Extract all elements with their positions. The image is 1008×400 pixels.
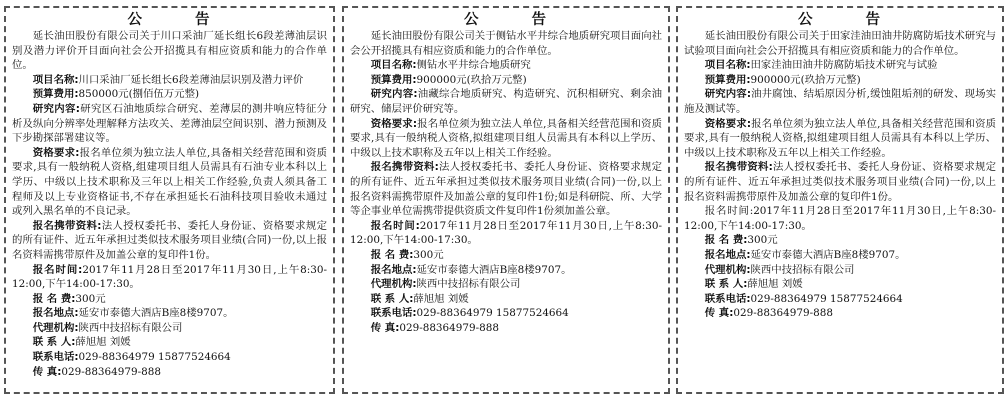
- qualification-label: 资格要求:: [704, 117, 751, 130]
- research-value: 研究区石油地质综合研究、差薄层的测井响应特征分析及纵向分辨率处理解释方法攻关、差薄油层空间识别、潜力预测及下步勘探部署建议等。: [12, 102, 327, 145]
- contact-label: 联 系 人:: [370, 292, 414, 305]
- documents-label: 报名携带资料:: [32, 219, 102, 232]
- phone-row: [12, 350, 327, 365]
- budget-label: 预算费用:: [704, 73, 751, 86]
- agent-value: 陕西中技招标有限公司: [416, 278, 521, 291]
- fax-row: [12, 365, 327, 380]
- contact-value: 薛旭旭 刘媛: [75, 336, 131, 349]
- phone-label: 联系电话:: [32, 351, 79, 364]
- qualification-value: 报名单位须为独立法人单位,具备相关经营范围和资质要求,具有一般纳税人资格,拟组建项目组人员需具有本科以上学历、中级以上技术职称及五年以上相关工作经验。: [350, 117, 663, 159]
- location-label: 报名地点:: [370, 263, 417, 276]
- registration-time-label: 报名时间:: [370, 219, 420, 232]
- phone-label: 联系电话:: [370, 307, 417, 320]
- research-value: 油藏综合地质研究、构造研究、沉积相研究、剩余油研究、储层评价研究等。: [350, 88, 663, 115]
- budget-row: [684, 73, 996, 88]
- project-name-value: 侧钻水平井综合地质研究: [416, 59, 531, 72]
- contact-value: 薛旭旭 刘媛: [413, 292, 469, 305]
- budget-row: [350, 73, 662, 88]
- budget-value: 900000元(玖拾万元整): [416, 73, 527, 86]
- location-value: 延安市泰德大酒店B座8楼9707。: [416, 263, 572, 276]
- research-label: 研究内容:: [704, 88, 751, 101]
- contact-label: 联 系 人:: [32, 336, 76, 349]
- documents-row: [12, 219, 327, 263]
- phone-row: [350, 306, 662, 321]
- qualification-row: [350, 117, 662, 161]
- contact-row: [12, 335, 327, 350]
- documents-value: 法人授权委托书、委托人身份证、资格要求规定的所有证件、近五年承担过类似技术服务项目业绩(合同)一份,以上报名资料需携带原件及加盖公章的复印件1份;如是科研院、所、大学等企事业单位需携带提供资质文件复印件1份须加盖公章。: [350, 161, 663, 218]
- contact-row: [684, 277, 996, 292]
- qualification-value: 报名单位须为独立法人单位,具备相关经营范围和资质要求,具有一般纳税人资格,组建项目组人员需具有石油专业本科以上学历、中级以上技术职称及三年以上相关工作经验,负责人须具备工程师及以上专业资格证书,不存在承担延长石油科技项目验收未通过或列入黑名单的不良记录。: [12, 146, 327, 218]
- research-row: [684, 87, 996, 116]
- qualification-row: [684, 117, 996, 161]
- contact-value: 薛旭旭 刘媛: [747, 278, 803, 291]
- fax-label: 传 真:: [370, 321, 400, 334]
- project-name-row: [684, 58, 996, 73]
- notice-3: [676, 6, 1004, 394]
- registration-time-label: 报名时间:: [32, 263, 83, 276]
- registration-time-row: [350, 219, 662, 248]
- notice-title: 公 告: [127, 12, 234, 28]
- agent-row: [684, 263, 996, 278]
- research-label: 研究内容:: [32, 102, 80, 115]
- phone-value: 029-88364979 15877524664: [750, 292, 903, 305]
- registration-time-row: [684, 204, 996, 233]
- location-label: 报名地点:: [32, 307, 79, 320]
- location-row: [350, 263, 662, 278]
- documents-label: 报名携带资料:: [704, 161, 773, 174]
- qualification-label: 资格要求:: [370, 117, 417, 130]
- fee-label: 报 名 费:: [32, 292, 76, 305]
- phone-value: 029-88364979 15877524664: [78, 351, 231, 364]
- notice-title: 公 告: [797, 12, 905, 28]
- documents-label: 报名携带资料:: [370, 161, 439, 174]
- project-name-label: 项目名称:: [370, 59, 417, 72]
- phone-label: 联系电话:: [704, 292, 751, 305]
- contact-label: 联 系 人:: [704, 278, 748, 291]
- research-row: [12, 102, 327, 146]
- documents-row: [350, 160, 662, 218]
- contact-row: [350, 292, 662, 307]
- project-name-label: 项目名称:: [32, 73, 79, 86]
- budget-value: 900000元(玖拾万元整): [750, 73, 861, 86]
- agent-label: 代理机构:: [704, 263, 751, 276]
- budget-value: 850000元(捌佰伍万元整): [78, 88, 200, 101]
- phone-row: [684, 292, 996, 307]
- fee-label: 报 名 费:: [704, 234, 748, 247]
- fax-value: 029-88364979-888: [733, 307, 833, 320]
- location-value: 延安市泰德大酒店B座8楼9707。: [78, 307, 234, 320]
- registration-time-value: 报名时间:2017年11月28日至2017年11月30日,上午8:30-12:00,下午14:00-17:30。: [684, 205, 996, 232]
- fax-label: 传 真:: [32, 365, 62, 378]
- agent-row: [350, 277, 662, 292]
- qualification-value: 报名单位须为独立法人单位,具备相关经营范围和资质要求,具有一般纳税人资格,拟组建项目组人员需具有本科以上学历、中级以上技术职称及五年以上相关工作经验。: [684, 117, 997, 159]
- agent-row: [12, 321, 327, 336]
- agent-label: 代理机构:: [32, 321, 79, 334]
- fax-row: [350, 321, 662, 336]
- fee-label: 报 名 费:: [370, 248, 414, 261]
- research-value: 油井腐蚀、结垢原因分析,缓蚀阻垢剂的研发、现场实施及测试等。: [684, 88, 997, 115]
- project-name-row: [12, 73, 327, 88]
- fee-value: 300元: [747, 234, 778, 247]
- project-name-row: [350, 58, 662, 73]
- project-name-value: 川口采油厂延长组长6段差薄油层识别及潜力评价: [78, 73, 304, 86]
- registration-time-value: 2017年11月28日至2017年11月30日,上午8:30-12:00,下午14:00-17:30。: [12, 263, 328, 291]
- research-row: [350, 87, 662, 116]
- research-label: 研究内容:: [370, 88, 418, 101]
- notice-1: [4, 6, 335, 394]
- fee-value: 300元: [75, 292, 106, 305]
- notice-title: 公 告: [463, 12, 571, 28]
- notice-intro: 延长油田股份有限公司关于田家洼油田油井防腐防垢技术研究与试验项目面向社会公开招揽具有相应资质和能力的合作单位。: [684, 30, 996, 57]
- fee-row: [12, 292, 327, 307]
- agent-label: 代理机构:: [370, 278, 417, 291]
- location-value: 延安市泰德大酒店B座8楼9707。: [750, 248, 906, 261]
- documents-value: 法人授权委托书、委托人身份证、资格要求规定的所有证件、近五年承担过类似技术服务项目业绩(合同)一份,以上报名资料需携带原件及加盖公章的复印件1份。: [12, 219, 327, 261]
- notice-intro: 延长油田股份有限公司关于侧钻水平井综合地质研究项目面向社会公开招揽具有相应资质和能力的合作单位。: [350, 30, 662, 57]
- fee-value: 300元: [413, 248, 444, 261]
- fax-value: 029-88364979-888: [399, 321, 499, 334]
- notice-2: [342, 6, 670, 394]
- notice-intro: 延长油田股份有限公司关于川口采油厂延长组长6段差薄油层识别及潜力评价开目面向社会公开招揽具有相应资质和能力的合作单位。: [12, 30, 327, 72]
- qualification-label: 资格要求:: [32, 146, 80, 159]
- budget-label: 预算费用:: [32, 88, 79, 101]
- registration-time-value: 2017年11月28日至2017年11月30日,上午8:30-12:00,下午14:00-17:30。: [350, 219, 663, 247]
- registration-time-row: [12, 263, 327, 292]
- budget-label: 预算费用:: [370, 73, 417, 86]
- agent-value: 陕西中技招标有限公司: [750, 263, 855, 276]
- documents-row: [684, 160, 996, 204]
- location-label: 报名地点:: [704, 248, 751, 261]
- budget-row: [12, 87, 327, 102]
- fax-value: 029-88364979-888: [61, 365, 161, 378]
- project-name-label: 项目名称:: [704, 59, 751, 72]
- project-name-value: 田家洼油田油井防腐防垢技术研究与试验: [750, 59, 938, 72]
- fax-label: 传 真:: [704, 307, 734, 320]
- fax-row: [684, 306, 996, 321]
- location-row: [12, 306, 327, 321]
- agent-value: 陕西中技招标有限公司: [78, 321, 183, 334]
- fee-row: [350, 248, 662, 263]
- fee-row: [684, 233, 996, 248]
- location-row: [684, 248, 996, 263]
- documents-value: 法人授权委托书、委托人身份证、资格要求规定的所有证件、近五年承担过类似技术服务项目业绩(合同)一份,以上报名资料需携带原件及加盖公章的复印件1份。: [684, 161, 997, 203]
- phone-value: 029-88364979 15877524664: [416, 307, 569, 320]
- qualification-row: [12, 146, 327, 219]
